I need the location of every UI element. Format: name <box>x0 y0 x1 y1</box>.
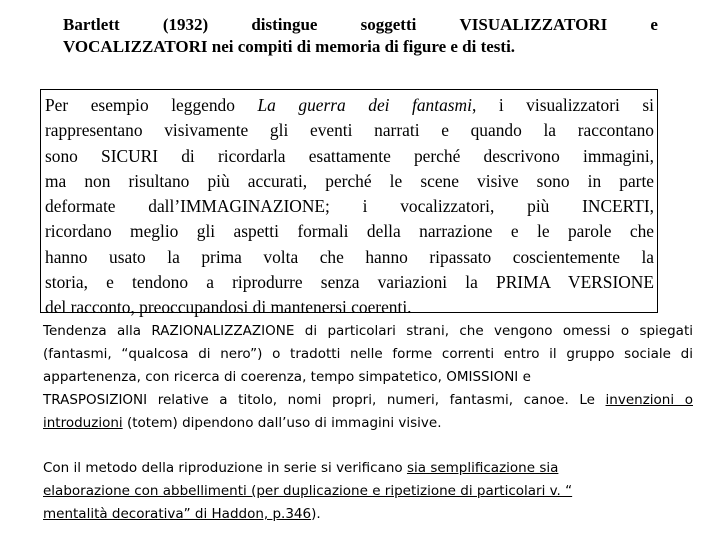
box-text: Per esempio leggendo <box>45 95 258 115</box>
paragraph-line: appartenenza, con ricerca di coerenza, tempo simpatetico, OMISSIONI e <box>43 369 531 385</box>
paragraph-text: Con il metodo della riproduzione in serie si verificano <box>43 460 407 476</box>
paragraph-line: (fantasmi, “qualcosa di nero”) o tradotti nelle forme correnti entro il gruppo sociale di <box>43 346 693 362</box>
heading-word: e <box>650 15 658 34</box>
heading-word: Bartlett <box>63 15 120 34</box>
box-line: deformate dall’IMMAGINAZIONE; i vocalizzatori, più INCERTI, <box>45 196 654 217</box>
paragraph-line: Tendenza alla RAZIONALIZZAZIONE di particolari strani, che vengono omessi o spiegati <box>43 323 693 339</box>
example-text-box <box>40 89 658 318</box>
paragraph-line <box>43 412 693 435</box>
underlined-text: invenzioni o <box>605 392 693 408</box>
paragraph-line <box>43 457 693 480</box>
heading-word: distingue <box>251 15 318 34</box>
box-text: , i visualizzatori si <box>471 95 654 115</box>
underlined-text: mentalità decorativa” di Haddon, p.346 <box>43 506 312 522</box>
box-line: storia, e tendono a riprodurre senza variazioni la PRIMA VERSIONE <box>45 272 654 293</box>
book-title: La guerra dei fantasmi <box>257 95 472 115</box>
box-line: hanno usato la prima volta che hanno ripassato coscientemente la <box>45 246 654 267</box>
box-line <box>45 93 654 118</box>
box-line: ma non risultano più accurati, perché le scene visive sono in parte <box>45 170 654 191</box>
underlined-text: introduzioni <box>43 415 123 431</box>
heading-word: VISUALIZZATORI <box>459 15 608 34</box>
paragraph-text: TRASPOSIZIONI relative a titolo, nomi propri, numeri, fantasmi, canoe. Le <box>43 392 606 408</box>
paragraph-text: ). <box>311 506 321 522</box>
paragraph-line <box>43 389 693 412</box>
underlined-text: sia semplificazione sia <box>406 460 559 476</box>
box-line: del racconto, preoccupandosi di mantenersi coerenti. <box>45 297 412 318</box>
serial-reproduction-paragraph <box>43 457 693 526</box>
box-line: rappresentano visivamente gli eventi narrati e quando la raccontano <box>45 120 654 141</box>
paragraph-text: (totem) dipendono dall’uso di immagini visive. <box>122 415 442 431</box>
heading-line-1 <box>63 14 658 36</box>
underlined-text: elaborazione con abbellimenti (per duplicazione e ripetizione di particolari v. “ <box>43 483 573 499</box>
heading-word: (1932) <box>162 15 209 34</box>
heading-line-2: VOCALIZZATORI nei compiti di memoria di figure e di testi. <box>63 37 516 56</box>
slide-heading <box>63 14 658 58</box>
paragraph-line <box>43 503 693 526</box>
box-line: sono SICURI di ricordarla esattamente perché descrivono immagini, <box>45 145 654 166</box>
box-line: ricordano meglio gli aspetti formali della narrazione e le parole che <box>45 221 654 242</box>
heading-word: soggetti <box>360 15 417 34</box>
paragraph-line <box>43 480 693 503</box>
rationalization-paragraph <box>43 320 693 435</box>
